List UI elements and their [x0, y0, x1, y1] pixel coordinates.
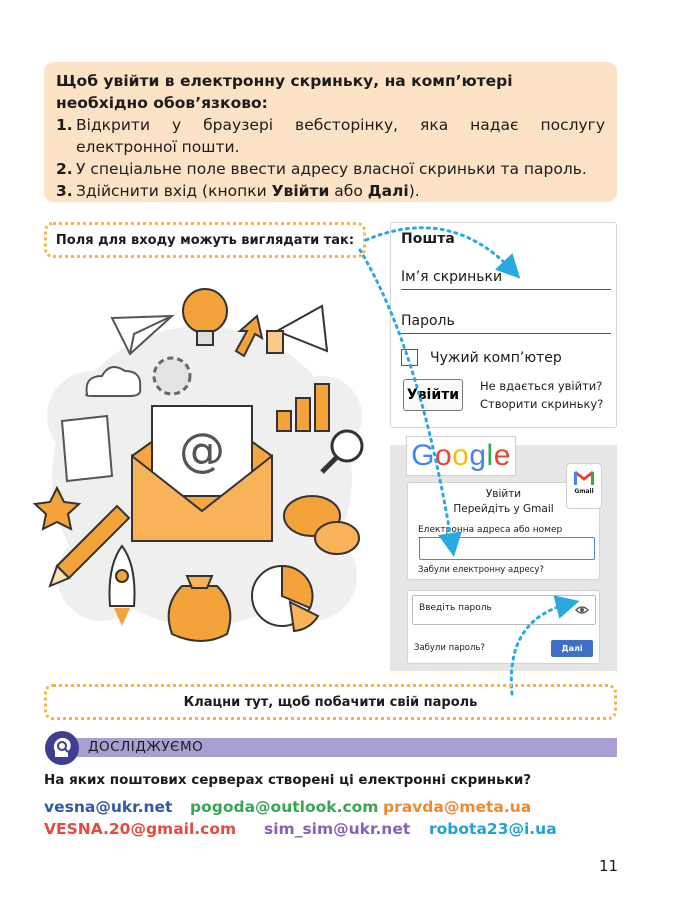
password-input[interactable]: [412, 595, 596, 625]
signin-title: Увійти: [485, 488, 522, 500]
email-address: sim_sim@ukr.net: [264, 820, 411, 838]
explore-question: На яких поштових серверах створені ці електронні скриньки?: [44, 772, 532, 788]
step-text: Відкрити у браузері вебсторінку, яка надає послугу електронної пошти.: [76, 116, 605, 156]
create-mailbox-link[interactable]: Створити скриньку?: [480, 397, 604, 411]
instruction-step-2: [56, 158, 605, 180]
email-address: VESNA.20@gmail.com: [44, 820, 237, 838]
signin-subtitle: Перейдіть у Gmail: [453, 503, 554, 515]
email-address: robota23@i.ua: [429, 820, 557, 838]
step-text-part: ).: [408, 182, 420, 200]
callout-login-fields: [44, 222, 366, 258]
logo-letter: o: [434, 439, 453, 472]
gear-icon: [154, 358, 190, 394]
email-address: pogoda@outlook.com: [190, 798, 379, 816]
svg-text:@: @: [179, 423, 225, 477]
email-label: Електронна адреса або номер: [418, 525, 563, 535]
gmail-app-tile: [566, 463, 602, 509]
logo-letter: l: [486, 439, 494, 472]
envelope-icon: [132, 406, 272, 541]
mail-login-title: Пошта: [401, 231, 455, 247]
next-button[interactable]: Далі: [551, 640, 593, 657]
logo-letter: G: [411, 439, 435, 472]
google-logo: [406, 436, 516, 476]
email-address: pravda@meta.ua: [383, 798, 532, 816]
checkbox[interactable]: [401, 349, 418, 366]
explore-banner: [68, 738, 617, 757]
show-password-eye-icon[interactable]: [575, 605, 589, 615]
page-number: 11: [599, 857, 619, 875]
explore-title: ДОСЛІДЖУЄМО: [88, 739, 204, 755]
logo-letter: o: [452, 439, 470, 472]
instructions-box: [44, 62, 617, 202]
callout-text: Клацни тут, щоб побачити свій пароль: [183, 694, 478, 710]
forgot-email-link[interactable]: Забули електронну адресу?: [418, 565, 544, 575]
step-number: 3.: [56, 182, 73, 200]
forgot-password-link[interactable]: Забули пароль?: [414, 643, 485, 653]
gmail-icon: [574, 470, 594, 485]
step-bold-next: Далі: [367, 182, 409, 200]
password-placeholder: Введіть пароль: [419, 603, 492, 613]
step-text: У спеціальне поле ввести адресу власної скриньки та пароль.: [76, 160, 587, 178]
instructions-lead: Щоб увійти в електронну скриньку, на комп’ютері необхідно обов’язково:: [56, 72, 513, 112]
callout-show-password: [44, 684, 617, 720]
explore-head-icon: [44, 730, 80, 766]
step-bold-enter: Увійти: [271, 182, 330, 200]
step-text-part: Здійснити вхід (кнопки: [76, 182, 272, 200]
step-text: [76, 180, 605, 202]
password-step-card: [407, 590, 600, 664]
instructions-list: [56, 114, 605, 202]
gmail-label: Gmail: [574, 488, 594, 495]
callout-text: Поля для входу можуть виглядати так:: [55, 232, 355, 248]
scroll-icon: [62, 416, 112, 481]
google-login-panel: [390, 439, 617, 671]
mail-login-form: [390, 222, 617, 428]
email-address: vesna@ukr.net: [44, 798, 173, 816]
help-links: [480, 377, 603, 413]
step-text-part: або: [329, 182, 368, 200]
checkbox-label: Чужий комп’ютер: [430, 349, 562, 366]
email-input[interactable]: [419, 537, 595, 560]
cannot-login-link[interactable]: Не вдається увійти?: [480, 379, 603, 393]
megaphone-icon: [267, 306, 327, 353]
email-illustration: [22, 276, 382, 666]
instruction-step-1: [56, 114, 605, 158]
mailbox-name-field[interactable]: Ім’я скриньки: [401, 269, 611, 290]
step-number: 2.: [56, 160, 73, 178]
logo-letter: e: [493, 439, 511, 472]
password-field[interactable]: Пароль: [401, 313, 611, 334]
login-button[interactable]: Увійти: [403, 379, 463, 411]
instruction-step-3: [56, 180, 605, 202]
logo-letter: g: [469, 439, 487, 472]
step-number: 1.: [56, 116, 73, 134]
foreign-computer-option[interactable]: [401, 349, 562, 366]
